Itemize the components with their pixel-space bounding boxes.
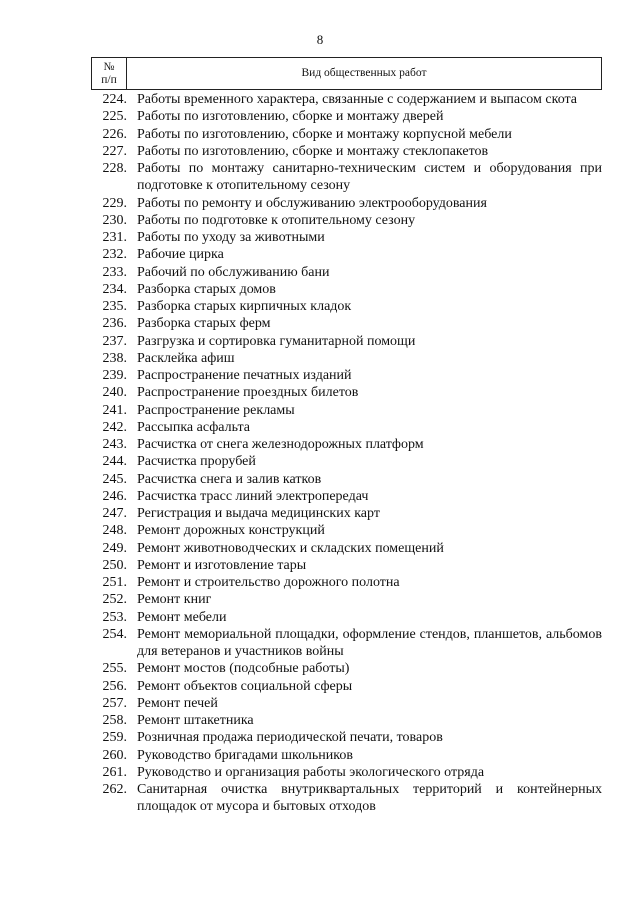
list-item-text: Ремонт дорожных конструкций: [137, 523, 325, 539]
list-item-number: 255.: [102, 661, 127, 677]
list-item-number: 247.: [102, 506, 127, 521]
list-item-number: 254.: [102, 626, 127, 642]
list-item-text: Расчистка прорубей: [137, 454, 256, 470]
list-item-number: 257.: [102, 695, 127, 711]
header-number-abbrev: п/п: [101, 73, 117, 86]
list-item: [91, 591, 602, 608]
list-item-number: 229.: [102, 195, 127, 211]
list-item: [91, 126, 602, 143]
list-item-number: 224.: [102, 92, 127, 107]
list-item-number: 236.: [102, 316, 127, 332]
list-item-number: 237.: [102, 333, 127, 349]
list-item: [91, 747, 602, 764]
list-item-text: Ремонт мебели: [137, 609, 227, 625]
list-item-number: 235.: [102, 299, 127, 314]
list-item-number: 256.: [102, 678, 127, 694]
list-item-text: Работы по уходу за животными: [137, 230, 325, 245]
list-item: [91, 557, 602, 574]
header-number-symbol: №: [103, 60, 115, 73]
list-item-text: Разборка старых ферм: [137, 316, 271, 332]
list-item-text: Работы по монтажу санитарно-техническим систем и оборудования при подготовке к отопительному сезону: [137, 161, 602, 194]
list-item-text: Работы временного характера, связанные с содержанием и выпасом скота: [137, 92, 578, 107]
list-item-number: 262.: [102, 782, 127, 797]
list-item: [91, 574, 602, 591]
list-item: [91, 419, 602, 436]
list-item-text: Ремонт мостов (подсобные работы): [137, 661, 350, 677]
work-list: [91, 91, 602, 816]
list-item-text: Расклейка афиш: [137, 350, 235, 366]
header-number-column: [92, 58, 127, 90]
list-item-text: Расчистка от снега железнодорожных платформ: [137, 437, 424, 452]
list-item-text: Расчистка снега и залив катков: [137, 471, 322, 487]
list-item-number: 225.: [102, 109, 127, 125]
list-item: [91, 505, 602, 522]
list-item-number: 250.: [102, 557, 127, 573]
list-item-text: Рабочий по обслуживанию бани: [137, 264, 330, 280]
list-item: [91, 609, 602, 626]
list-item: [91, 522, 602, 539]
list-item-text: Ремонт и строительство дорожного полотна: [137, 575, 400, 590]
list-item-number: 239.: [102, 368, 127, 383]
list-item-text: Ремонт штакетника: [137, 713, 254, 728]
list-item: [91, 626, 602, 661]
list-item: [91, 471, 602, 488]
list-item-number: 233.: [102, 264, 127, 280]
list-item-number: 231.: [102, 230, 127, 245]
list-item-text: Работы по изготовлению, сборке и монтажу дверей: [137, 109, 444, 125]
list-item-text: Работы по изготовлению, сборке и монтажу стеклопакетов: [137, 143, 489, 159]
list-item: [91, 212, 602, 229]
list-item-number: 248.: [102, 523, 127, 539]
list-item: [91, 781, 602, 816]
list-item-number: 258.: [102, 713, 127, 728]
list-item: [91, 91, 602, 108]
list-item-text: Регистрация и выдача медицинских карт: [137, 506, 380, 521]
list-item-text: Расчистка трасс линий электропередач: [137, 488, 369, 504]
list-item-text: Ремонт книг: [137, 592, 212, 608]
list-item-number: 242.: [102, 419, 127, 435]
list-item-text: Руководство бригадами школьников: [137, 747, 353, 763]
list-item-text: Работы по подготовке к отопительному сезону: [137, 212, 416, 228]
header-work-type-column: Вид общественных работ: [127, 58, 602, 90]
list-item: [91, 540, 602, 557]
list-item: [91, 143, 602, 160]
list-item-text: Работы по изготовлению, сборке и монтажу корпусной мебели: [137, 126, 512, 142]
list-item-number: 261.: [102, 764, 127, 780]
list-item: [91, 402, 602, 419]
list-item: [91, 108, 602, 125]
list-item-number: 252.: [102, 592, 127, 608]
list-item: [91, 333, 602, 350]
list-item: [91, 384, 602, 401]
list-item: [91, 660, 602, 677]
list-item-text: Разборка старых домов: [137, 281, 276, 297]
list-item-text: Ремонт объектов социальной сферы: [137, 678, 353, 694]
list-item-number: 253.: [102, 609, 127, 625]
list-item: [91, 315, 602, 332]
list-item-number: 232.: [102, 247, 127, 263]
list-item-text: Руководство и организация работы экологического отряда: [137, 764, 485, 780]
list-item-text: Распространение рекламы: [137, 402, 295, 418]
list-item: [91, 488, 602, 505]
list-item-text: Ремонт мемориальной площадки, оформление стендов, планшетов, альбомов для ветеранов и участников войны: [137, 626, 602, 659]
list-item-text: Рассыпка асфальта: [137, 419, 250, 435]
list-item-number: 228.: [102, 161, 127, 176]
list-item-text: Ремонт животноводческих и складских помещений: [137, 540, 444, 556]
list-item-text: Разборка старых кирпичных кладок: [137, 299, 352, 314]
list-item-number: 240.: [102, 385, 127, 401]
list-item-text: Разгрузка и сортировка гуманитарной помощи: [137, 333, 416, 349]
list-item-number: 259.: [102, 730, 127, 746]
list-item: [91, 195, 602, 212]
list-item-number: 245.: [102, 471, 127, 487]
list-item-text: Рабочие цирка: [137, 247, 224, 263]
list-item: [91, 350, 602, 367]
list-item: [91, 246, 602, 263]
list-item-number: 246.: [102, 488, 127, 504]
list-item-number: 238.: [102, 350, 127, 366]
list-item-text: Ремонт печей: [137, 695, 218, 711]
page-number: 8: [316, 32, 324, 47]
list-item: [91, 298, 602, 315]
list-item-text: Санитарная очистка внутриквартальных территорий и контейнерных площадок от мусора и бытовых отходов: [137, 782, 602, 815]
list-item: [91, 729, 602, 746]
list-item-text: Работы по ремонту и обслуживанию электрооборудования: [137, 195, 487, 211]
list-item: [91, 281, 602, 298]
list-item: [91, 367, 602, 384]
list-item-text: Распространение печатных изданий: [137, 368, 352, 383]
list-item-number: 227.: [102, 143, 127, 159]
table-header: [91, 57, 602, 90]
list-item-text: Розничная продажа периодической печати, товаров: [137, 730, 443, 746]
list-item-number: 243.: [102, 437, 127, 452]
list-item: [91, 160, 602, 195]
list-item-number: 241.: [102, 402, 127, 418]
list-item: [91, 453, 602, 470]
list-item: [91, 712, 602, 729]
list-item-number: 251.: [102, 575, 127, 590]
list-item-number: 260.: [102, 747, 127, 763]
list-item-number: 244.: [102, 454, 127, 470]
list-item: [91, 436, 602, 453]
list-item-number: 230.: [102, 212, 127, 228]
list-item-text: Распространение проездных билетов: [137, 385, 359, 401]
list-item: [91, 764, 602, 781]
list-item: [91, 695, 602, 712]
list-item-text: Ремонт и изготовление тары: [137, 557, 307, 573]
list-item: [91, 264, 602, 281]
list-item-number: 249.: [102, 540, 127, 556]
list-item: [91, 229, 602, 246]
list-item-number: 226.: [102, 126, 127, 142]
list-item-number: 234.: [102, 281, 127, 297]
list-item: [91, 678, 602, 695]
